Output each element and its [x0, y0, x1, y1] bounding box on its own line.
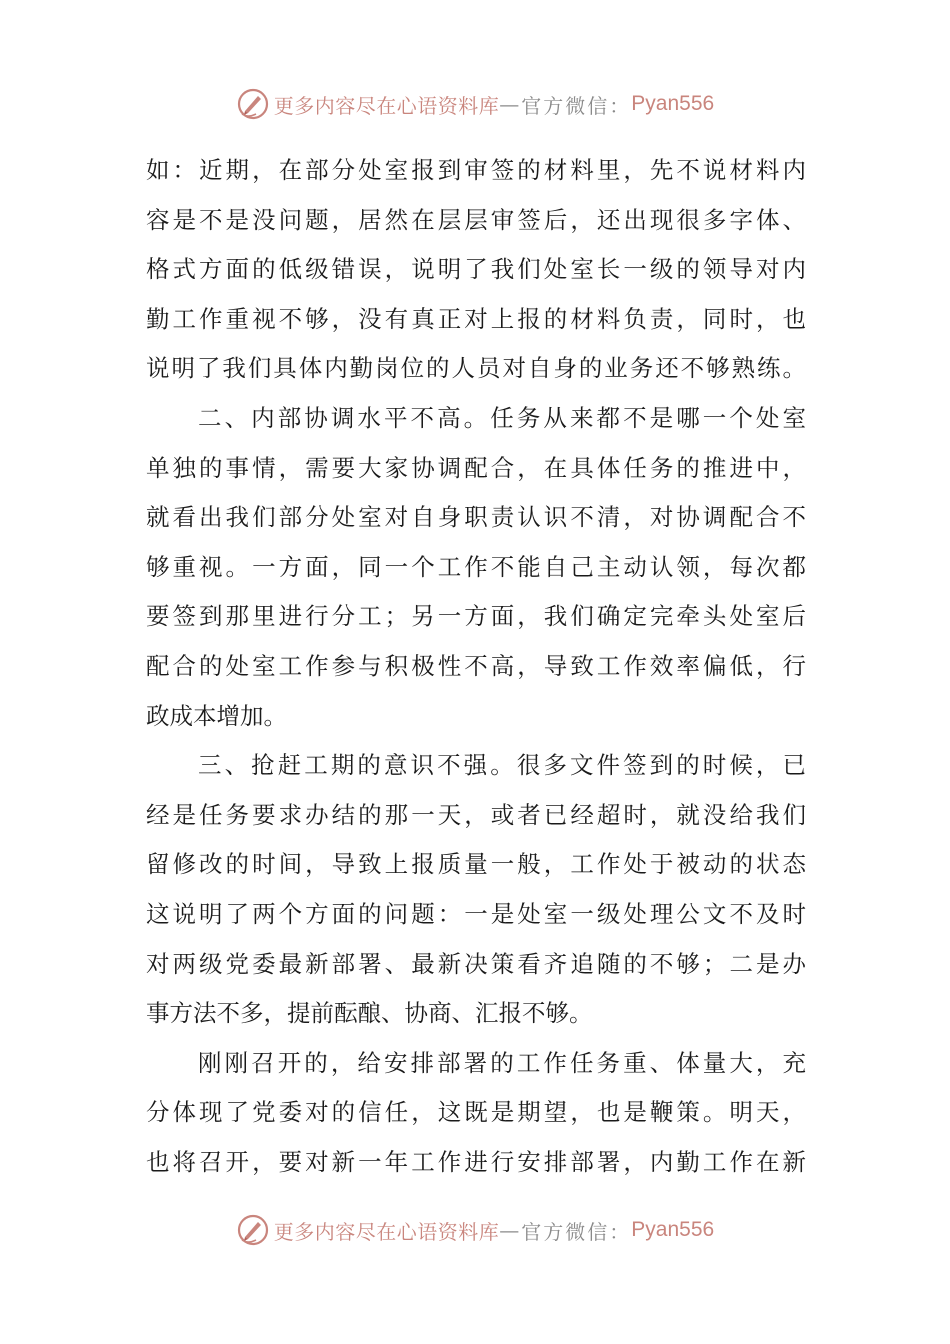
footer-banner — [0, 1210, 950, 1250]
text-line: 分体现了党委对的信任，这既是期望，也是鞭策。明天， — [146, 1098, 806, 1127]
banner-site-name: 更多内容尽在心语资料库 — [273, 1219, 500, 1244]
text-line: 格式方面的低级错误，说明了我们处室长一级的领导对内 — [146, 255, 806, 284]
text-line: 如：近期，在部分处室报到审签的材料里，先不说材料内 — [146, 156, 806, 184]
text-line: 勤工作重视不够，没有真正对上报的材料负责，同时，也 — [146, 304, 806, 333]
banner-site-name: 更多内容尽在心语资料库 — [273, 93, 500, 118]
paragraph-heading-line: 三、抢赶工期的意识不强。很多文件签到的时候，已 — [198, 751, 806, 780]
paragraph-heading-line: 二、内部协调水平不高。任务从来都不是哪一个处室 — [198, 403, 806, 432]
text-line: 配合的处室工作参与积极性不高，导致工作效率偏低，行 — [146, 651, 806, 680]
banner-dash: — — [499, 1218, 522, 1242]
text-line: 经是任务要求办结的那一天，或者已经超时，就没给我们 — [146, 800, 806, 829]
text-line: 单独的事情，需要大家协调配合，在具体任务的推进中， — [146, 453, 806, 482]
banner-wechat-label: 官方微信： — [521, 1219, 632, 1244]
banner-dash: — — [499, 92, 522, 116]
text-line: 事方法不多，提前酝酿、协商、汇报不够。 — [146, 999, 593, 1028]
text-line: 够重视。一方面，同一个工作不能自己主动认领，每次都 — [146, 552, 806, 581]
pen-seal-logo-icon — [236, 1213, 270, 1247]
text-line: 留修改的时间，导致上报质量一般，工作处于被动的状态 — [146, 850, 806, 879]
header-banner — [0, 84, 950, 124]
text-line: 说明了我们具体内勤岗位的人员对自身的业务还不够熟练。 — [146, 354, 806, 383]
text-line: 也将召开，要对新一年工作进行安排部署，内勤工作在新 — [146, 1147, 806, 1176]
banner-wechat-id: Pyan556 — [631, 1218, 715, 1241]
banner-wechat-id: Pyan556 — [631, 92, 715, 115]
text-line: 这说明了两个方面的问题：一是处室一级处理公文不及时 — [146, 899, 806, 928]
document-body — [146, 146, 806, 1187]
text-line: 要签到那里进行分工；另一方面，我们确定完牵头处室后 — [146, 602, 806, 631]
paragraph-start-line: 刚刚召开的，给安排部署的工作任务重、体量大，充 — [198, 1048, 806, 1077]
text-line: 对两级党委最新部署、最新决策看齐追随的不够；二是办 — [146, 949, 806, 978]
text-line: 就看出我们部分处室对自身职责认识不清，对协调配合不 — [146, 503, 806, 532]
text-line: 容是不是没问题，居然在层层审签后，还出现很多字体、 — [146, 205, 806, 234]
pen-seal-logo-icon — [236, 87, 270, 121]
text-line: 政成本增加。 — [146, 701, 287, 730]
banner-wechat-label: 官方微信： — [521, 93, 632, 118]
